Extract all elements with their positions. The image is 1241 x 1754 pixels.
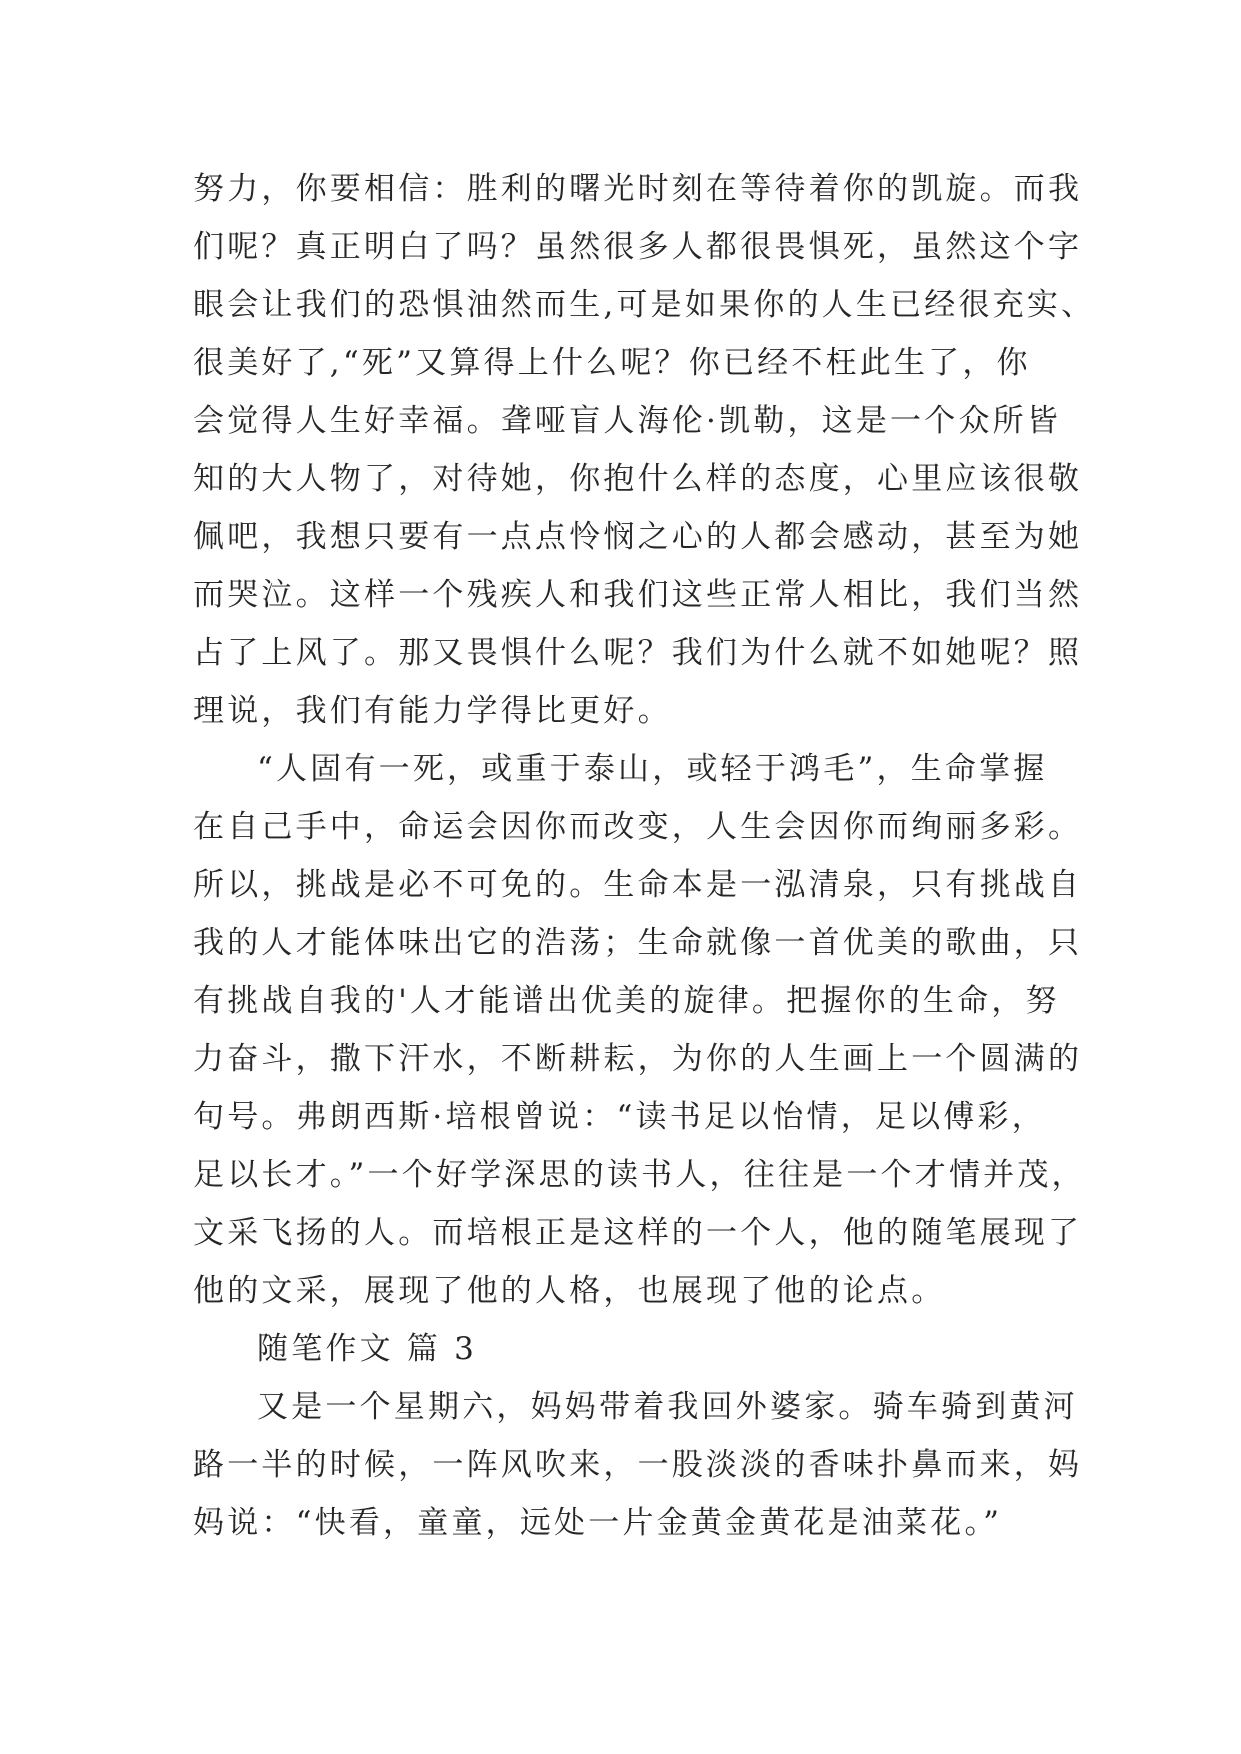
text-line: 我的人才能体味出它的浩荡；生命就像一首优美的歌曲，只 xyxy=(193,925,1083,961)
body-text xyxy=(193,160,1096,1552)
text-line: 句号。弗朗西斯·培根曾说：“读书足以怡情，足以傅彩， xyxy=(193,1099,1046,1135)
text-line: 妈说：“快看，童童，远处一片金黄金黄花是油菜花。” xyxy=(193,1505,1003,1541)
text-line: 们呢？真正明白了吗？虽然很多人都很畏惧死，虽然这个字 xyxy=(193,229,1083,265)
text-line: 所以，挑战是必不可免的。生命本是一泓清泉，只有挑战自 xyxy=(193,867,1083,903)
section-heading: 随笔作文 篇 3 xyxy=(257,1331,478,1367)
text-line: 路一半的时候，一阵风吹来，一股淡淡的香味扑鼻而来，妈 xyxy=(193,1447,1083,1483)
text-line: 知的大人物了，对待她，你抱什么样的态度，心里应该很敬 xyxy=(193,461,1083,497)
text-line: 理说，我们有能力学得比更好。 xyxy=(193,693,672,729)
paragraph-start-line: “人固有一死，或重于泰山，或轻于鸿毛”，生命掌握 xyxy=(257,751,1048,787)
text-line: 在自己手中，命运会因你而改变，人生会因你而绚丽多彩。 xyxy=(193,809,1083,845)
paragraph-start-line: 又是一个星期六，妈妈带着我回外婆家。骑车骑到黄河 xyxy=(257,1389,1078,1425)
text-line: 足以长才。”一个好学深思的读书人，往往是一个才情并茂， xyxy=(193,1157,1086,1193)
text-line: 文采飞扬的人。而培根正是这样的一个人，他的随笔展现了 xyxy=(193,1215,1083,1251)
text-line: 佩吧，我想只要有一点点怜悯之心的人都会感动，甚至为她 xyxy=(193,519,1083,555)
text-line: 而哭泣。这样一个残疾人和我们这些正常人相比，我们当然 xyxy=(193,577,1083,613)
text-line: 力奋斗，撒下汗水，不断耕耘，为你的人生画上一个圆满的 xyxy=(193,1041,1083,1077)
text-line: 占了上风了。那又畏惧什么呢？我们为什么就不如她呢？照 xyxy=(193,635,1083,671)
text-line: 他的文采，展现了他的人格，也展现了他的论点。 xyxy=(193,1273,946,1309)
text-line: 会觉得人生好幸福。聋哑盲人海伦·凯勒，这是一个众所皆 xyxy=(193,403,1062,439)
text-line: 有挑战自我的'人才能谱出优美的旋律。把握你的生命，努 xyxy=(193,983,1060,1019)
text-line: 努力，你要相信：胜利的曙光时刻在等待着你的凯旋。而我 xyxy=(193,171,1083,207)
text-line: 很美好了,“死”又算得上什么呢？你已经不枉此生了，你 xyxy=(193,345,1031,381)
text-line: 眼会让我们的恐惧油然而生,可是如果你的人生已经很充实、 xyxy=(193,287,1096,323)
